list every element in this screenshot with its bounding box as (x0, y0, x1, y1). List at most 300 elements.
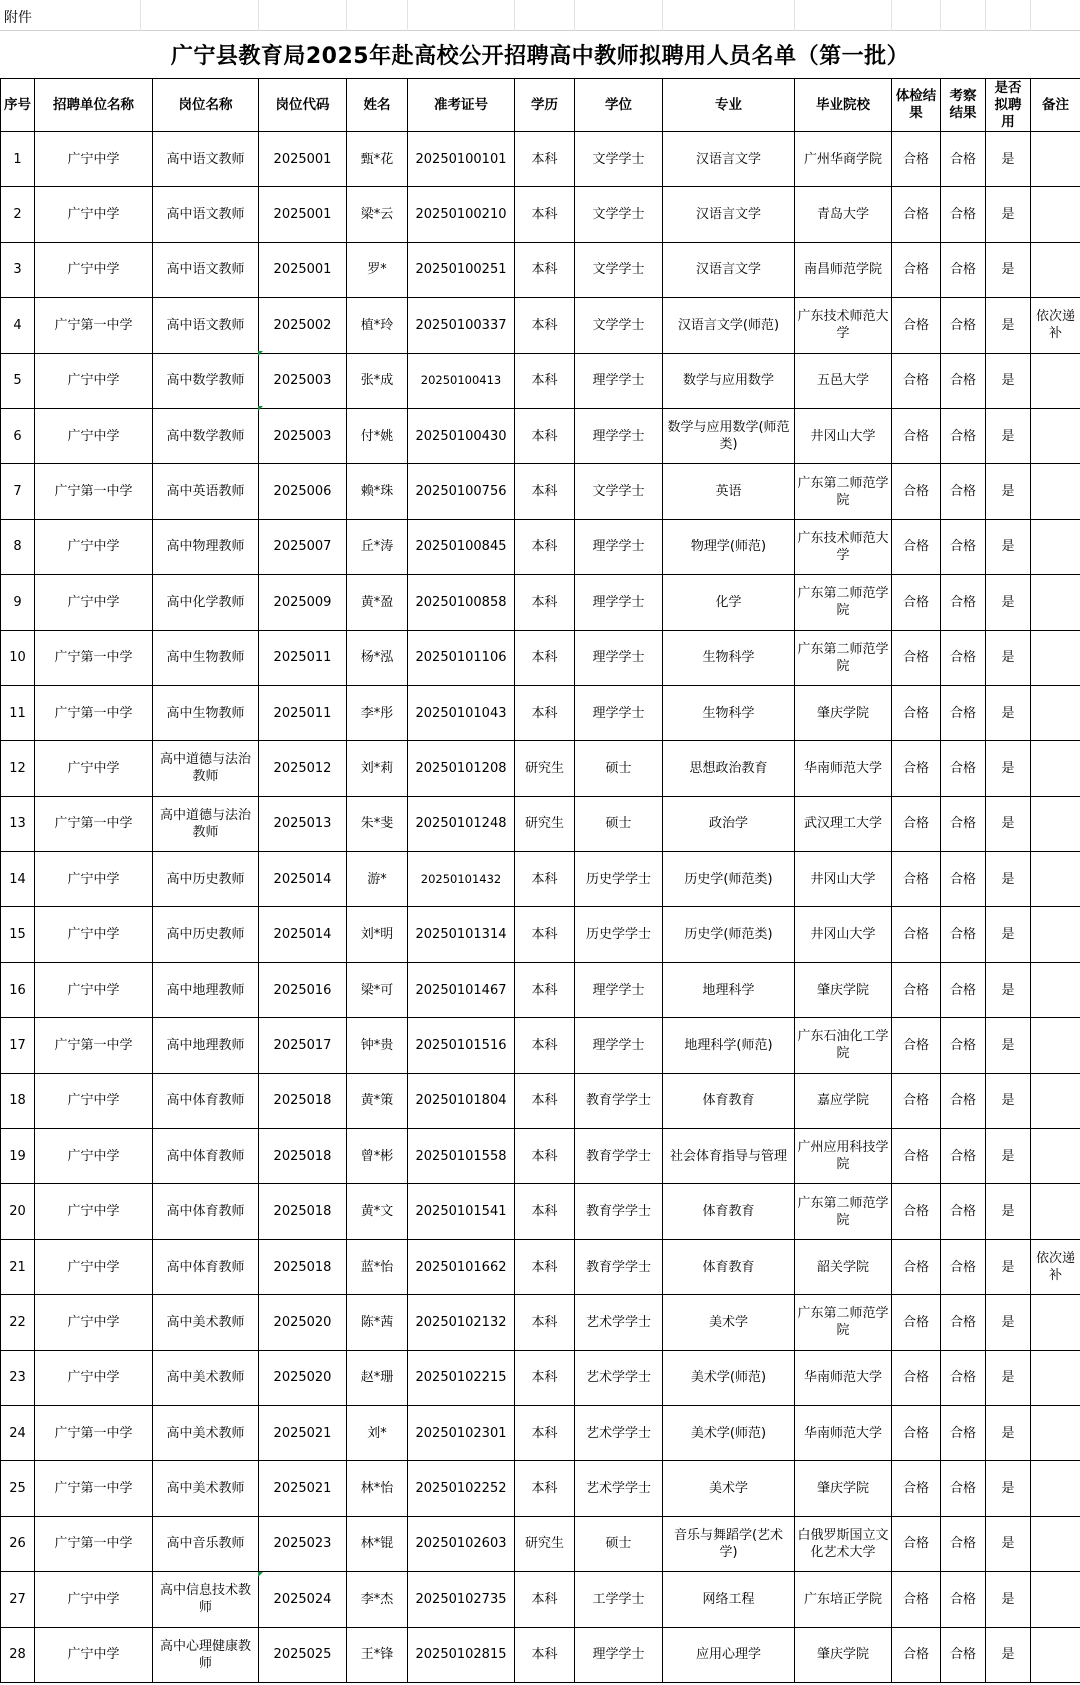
cell-position: 高中数学教师 (153, 408, 259, 463)
cell-name: 丘*涛 (347, 519, 408, 574)
cell-education: 研究生 (515, 1516, 575, 1571)
cell-to-hire: 是 (986, 1073, 1031, 1128)
cell-name: 付*姚 (347, 408, 408, 463)
col-header-school: 毕业院校 (795, 79, 892, 132)
cell-position: 高中道德与法治教师 (153, 741, 259, 796)
col-header-health-check: 体检结果 (892, 79, 941, 132)
cell-to-hire: 是 (986, 1239, 1031, 1294)
attachment-label: 附件 (4, 10, 32, 26)
cell-remark (1031, 1405, 1080, 1460)
cell-seq: 12 (1, 741, 35, 796)
cell-health-check: 合格 (892, 1350, 941, 1405)
cell-exam-id: 20250100858 (408, 575, 515, 630)
cell-school: 广州应用科技学院 (795, 1129, 892, 1184)
cell-seq: 21 (1, 1239, 35, 1294)
cell-remark (1031, 852, 1080, 907)
cell-review: 合格 (941, 1627, 986, 1682)
cell-health-check: 合格 (892, 1129, 941, 1184)
cell-health-check: 合格 (892, 464, 941, 519)
cell-education: 本科 (515, 464, 575, 519)
cell-to-hire: 是 (986, 242, 1031, 297)
cell-education: 本科 (515, 962, 575, 1017)
cell-name: 游* (347, 852, 408, 907)
cell-remark (1031, 1018, 1080, 1073)
cell-position: 高中语文教师 (153, 132, 259, 187)
cell-employer: 广宁中学 (35, 741, 153, 796)
cell-position-code: 2025001 (259, 132, 347, 187)
cell-review: 合格 (941, 1516, 986, 1571)
cell-health-check: 合格 (892, 685, 941, 740)
cell-seq: 23 (1, 1350, 35, 1405)
cell-position-code: 2025011 (259, 685, 347, 740)
cell-to-hire: 是 (986, 1405, 1031, 1460)
cell-review: 合格 (941, 519, 986, 574)
cell-health-check: 合格 (892, 630, 941, 685)
cell-major: 音乐与舞蹈学(艺术学) (663, 1516, 795, 1571)
cell-major: 思想政治教育 (663, 741, 795, 796)
cell-employer: 广宁第一中学 (35, 685, 153, 740)
cell-major: 体育教育 (663, 1073, 795, 1128)
cell-health-check: 合格 (892, 1018, 941, 1073)
cell-remark (1031, 1073, 1080, 1128)
col-header-degree: 学位 (575, 79, 663, 132)
cell-name: 刘*莉 (347, 741, 408, 796)
cell-position-code: 2025021 (259, 1461, 347, 1516)
cell-position: 高中物理教师 (153, 519, 259, 574)
cell-degree: 教育学学士 (575, 1239, 663, 1294)
cell-seq: 7 (1, 464, 35, 519)
cell-remark (1031, 962, 1080, 1017)
cell-name: 罗* (347, 242, 408, 297)
attachment-row (0, 0, 1080, 31)
cell-exam-id: 20250101248 (408, 796, 515, 851)
cell-seq: 24 (1, 1405, 35, 1460)
cell-employer: 广宁中学 (35, 575, 153, 630)
cell-school: 广东技术师范大学 (795, 519, 892, 574)
cell-review: 合格 (941, 1239, 986, 1294)
cell-remark: 依次递补 (1031, 298, 1080, 353)
cell-health-check: 合格 (892, 907, 941, 962)
cell-school: 五邑大学 (795, 353, 892, 408)
header-row (1, 79, 1080, 132)
cell-review: 合格 (941, 1018, 986, 1073)
cell-to-hire: 是 (986, 408, 1031, 463)
cell-education: 本科 (515, 1184, 575, 1239)
cell-employer: 广宁第一中学 (35, 1516, 153, 1571)
cell-name: 曾*彬 (347, 1129, 408, 1184)
cell-to-hire: 是 (986, 187, 1031, 242)
cell-major: 网络工程 (663, 1572, 795, 1627)
cell-school: 嘉应学院 (795, 1073, 892, 1128)
cell-exam-id: 20250101106 (408, 630, 515, 685)
cell-employer: 广宁中学 (35, 1572, 153, 1627)
cell-major: 化学 (663, 575, 795, 630)
cell-position: 高中美术教师 (153, 1461, 259, 1516)
cell-review: 合格 (941, 1184, 986, 1239)
cell-degree: 艺术学学士 (575, 1350, 663, 1405)
cell-degree: 艺术学学士 (575, 1461, 663, 1516)
cell-position: 高中化学教师 (153, 575, 259, 630)
table-body (1, 132, 1080, 1683)
cell-degree: 文学学士 (575, 187, 663, 242)
cell-name: 杨*泓 (347, 630, 408, 685)
col-header-exam-id: 准考证号 (408, 79, 515, 132)
cell-position: 高中语文教师 (153, 187, 259, 242)
cell-major: 生物科学 (663, 630, 795, 685)
cell-exam-id: 20250101467 (408, 962, 515, 1017)
cell-school: 南昌师范学院 (795, 242, 892, 297)
table-row (1, 1239, 1080, 1294)
cell-position-code: 2025025 (259, 1627, 347, 1682)
table-row (1, 1073, 1080, 1128)
cell-employer: 广宁第一中学 (35, 1405, 153, 1460)
cell-major: 应用心理学 (663, 1627, 795, 1682)
cell-position: 高中地理教师 (153, 962, 259, 1017)
cell-review: 合格 (941, 242, 986, 297)
cell-seq: 16 (1, 962, 35, 1017)
cell-school: 华南师范大学 (795, 1350, 892, 1405)
cell-position-code: 2025014 (259, 907, 347, 962)
cell-name: 张*成 (347, 353, 408, 408)
cell-employer: 广宁中学 (35, 1129, 153, 1184)
cell-review: 合格 (941, 1405, 986, 1460)
cell-school: 广东石油化工学院 (795, 1018, 892, 1073)
cell-employer: 广宁中学 (35, 132, 153, 187)
cell-exam-id: 20250100337 (408, 298, 515, 353)
cell-exam-id: 20250101043 (408, 685, 515, 740)
cell-employer: 广宁中学 (35, 1239, 153, 1294)
cell-health-check: 合格 (892, 575, 941, 630)
cell-school: 广东第二师范学院 (795, 1295, 892, 1350)
gridline (407, 0, 408, 31)
cell-remark (1031, 796, 1080, 851)
cell-health-check: 合格 (892, 1184, 941, 1239)
cell-exam-id: 20250101558 (408, 1129, 515, 1184)
cell-to-hire: 是 (986, 1461, 1031, 1516)
cell-employer: 广宁中学 (35, 1073, 153, 1128)
cell-position: 高中地理教师 (153, 1018, 259, 1073)
cell-to-hire: 是 (986, 1184, 1031, 1239)
cell-education: 本科 (515, 1350, 575, 1405)
cell-school: 华南师范大学 (795, 1405, 892, 1460)
cell-school: 广东技术师范大学 (795, 298, 892, 353)
cell-to-hire: 是 (986, 1295, 1031, 1350)
cell-degree: 文学学士 (575, 132, 663, 187)
table-row (1, 519, 1080, 574)
cell-position: 高中美术教师 (153, 1295, 259, 1350)
cell-to-hire: 是 (986, 741, 1031, 796)
cell-seq: 14 (1, 852, 35, 907)
cell-exam-id: 20250100413 (408, 353, 515, 408)
cell-employer: 广宁中学 (35, 519, 153, 574)
cell-major: 地理科学(师范) (663, 1018, 795, 1073)
cell-name: 梁*可 (347, 962, 408, 1017)
table-row (1, 242, 1080, 297)
cell-degree: 教育学学士 (575, 1184, 663, 1239)
cell-position-code: 2025020 (259, 1295, 347, 1350)
gridline (940, 0, 941, 31)
col-header-name: 姓名 (347, 79, 408, 132)
cell-school: 广东第二师范学院 (795, 464, 892, 519)
cell-name: 黄*策 (347, 1073, 408, 1128)
cell-major: 美术学(师范) (663, 1350, 795, 1405)
hiring-table (0, 78, 1080, 1683)
cell-degree: 文学学士 (575, 298, 663, 353)
cell-position: 高中体育教师 (153, 1239, 259, 1294)
cell-position-code: 2025016 (259, 962, 347, 1017)
table-row (1, 962, 1080, 1017)
cell-position: 高中生物教师 (153, 630, 259, 685)
cell-name: 甄*花 (347, 132, 408, 187)
cell-review: 合格 (941, 907, 986, 962)
cell-review: 合格 (941, 408, 986, 463)
cell-remark (1031, 1350, 1080, 1405)
cell-to-hire: 是 (986, 464, 1031, 519)
cell-degree: 历史学学士 (575, 852, 663, 907)
cell-seq: 22 (1, 1295, 35, 1350)
cell-to-hire: 是 (986, 575, 1031, 630)
cell-health-check: 合格 (892, 1516, 941, 1571)
cell-education: 本科 (515, 852, 575, 907)
cell-health-check: 合格 (892, 852, 941, 907)
cell-exam-id: 20250101208 (408, 741, 515, 796)
cell-major: 历史学(师范类) (663, 907, 795, 962)
cell-to-hire: 是 (986, 796, 1031, 851)
table-row (1, 1405, 1080, 1460)
cell-school: 肇庆学院 (795, 1627, 892, 1682)
cell-remark (1031, 242, 1080, 297)
cell-exam-id: 20250101432 (408, 852, 515, 907)
cell-remark (1031, 464, 1080, 519)
cell-review: 合格 (941, 1129, 986, 1184)
cell-school: 白俄罗斯国立文化艺术大学 (795, 1516, 892, 1571)
table-row (1, 187, 1080, 242)
cell-exam-id: 20250100845 (408, 519, 515, 574)
cell-review: 合格 (941, 1073, 986, 1128)
cell-position-code: 2025017 (259, 1018, 347, 1073)
cell-position-code: 2025018 (259, 1184, 347, 1239)
cell-to-hire: 是 (986, 1350, 1031, 1405)
cell-remark (1031, 1627, 1080, 1682)
cell-school: 广州华商学院 (795, 132, 892, 187)
cell-to-hire: 是 (986, 298, 1031, 353)
table-row (1, 1516, 1080, 1571)
table-row (1, 852, 1080, 907)
cell-remark (1031, 907, 1080, 962)
cell-school: 广东第二师范学院 (795, 630, 892, 685)
cell-degree: 理学学士 (575, 575, 663, 630)
cell-employer: 广宁中学 (35, 242, 153, 297)
table-row (1, 1018, 1080, 1073)
cell-major: 政治学 (663, 796, 795, 851)
cell-remark (1031, 630, 1080, 685)
cell-name: 梁*云 (347, 187, 408, 242)
cell-position-code: 2025023 (259, 1516, 347, 1571)
gridline (346, 0, 347, 31)
col-header-seq: 序号 (1, 79, 35, 132)
cell-employer: 广宁中学 (35, 907, 153, 962)
cell-employer: 广宁第一中学 (35, 1018, 153, 1073)
cell-education: 本科 (515, 1129, 575, 1184)
cell-name: 赖*珠 (347, 464, 408, 519)
cell-major: 体育教育 (663, 1184, 795, 1239)
cell-position: 高中美术教师 (153, 1405, 259, 1460)
cell-health-check: 合格 (892, 1073, 941, 1128)
table-row (1, 464, 1080, 519)
gridline (794, 0, 795, 31)
cell-employer: 广宁中学 (35, 408, 153, 463)
gridline (574, 0, 575, 31)
table-row (1, 1184, 1080, 1239)
cell-position-code: 2025001 (259, 242, 347, 297)
cell-position: 高中语文教师 (153, 298, 259, 353)
cell-review: 合格 (941, 132, 986, 187)
table-row (1, 1627, 1080, 1682)
cell-to-hire: 是 (986, 1129, 1031, 1184)
cell-name: 林*怡 (347, 1461, 408, 1516)
cell-seq: 9 (1, 575, 35, 630)
cell-school: 广东培正学院 (795, 1572, 892, 1627)
cell-health-check: 合格 (892, 353, 941, 408)
cell-remark (1031, 187, 1080, 242)
cell-degree: 文学学士 (575, 242, 663, 297)
cell-major: 美术学 (663, 1295, 795, 1350)
cell-position: 高中英语教师 (153, 464, 259, 519)
cell-name: 王*锋 (347, 1627, 408, 1682)
cell-health-check: 合格 (892, 796, 941, 851)
cell-degree: 教育学学士 (575, 1129, 663, 1184)
cell-employer: 广宁第一中学 (35, 1461, 153, 1516)
cell-position-code: 2025012 (259, 741, 347, 796)
cell-degree: 历史学学士 (575, 907, 663, 962)
cell-employer: 广宁中学 (35, 353, 153, 408)
cell-degree: 理学学士 (575, 408, 663, 463)
table-row (1, 1129, 1080, 1184)
table-row (1, 408, 1080, 463)
cell-position: 高中美术教师 (153, 1350, 259, 1405)
cell-seq: 5 (1, 353, 35, 408)
table-row (1, 741, 1080, 796)
cell-seq: 1 (1, 132, 35, 187)
cell-education: 本科 (515, 408, 575, 463)
cell-school: 肇庆学院 (795, 1461, 892, 1516)
cell-school: 广东第二师范学院 (795, 575, 892, 630)
cell-position-code: 2025014 (259, 852, 347, 907)
cell-position: 高中历史教师 (153, 907, 259, 962)
cell-position-code: 2025018 (259, 1129, 347, 1184)
cell-name: 刘*明 (347, 907, 408, 962)
cell-position-code: 2025020 (259, 1350, 347, 1405)
cell-health-check: 合格 (892, 1295, 941, 1350)
cell-to-hire: 是 (986, 1516, 1031, 1571)
cell-remark (1031, 575, 1080, 630)
cell-name: 李*杰 (347, 1572, 408, 1627)
cell-remark: 依次递补 (1031, 1239, 1080, 1294)
cell-employer: 广宁中学 (35, 1295, 153, 1350)
cell-exam-id: 20250101804 (408, 1073, 515, 1128)
cell-employer: 广宁中学 (35, 1184, 153, 1239)
cell-major: 英语 (663, 464, 795, 519)
cell-degree: 理学学士 (575, 685, 663, 740)
cell-remark (1031, 1461, 1080, 1516)
cell-exam-id: 20250100756 (408, 464, 515, 519)
cell-employer: 广宁中学 (35, 852, 153, 907)
cell-health-check: 合格 (892, 132, 941, 187)
cell-school: 井冈山大学 (795, 907, 892, 962)
cell-position: 高中语文教师 (153, 242, 259, 297)
cell-position-code: 2025003 (259, 408, 347, 463)
table-row (1, 298, 1080, 353)
cell-education: 本科 (515, 907, 575, 962)
cell-name: 黄*盈 (347, 575, 408, 630)
cell-to-hire: 是 (986, 630, 1031, 685)
cell-position-code: 2025009 (259, 575, 347, 630)
cell-seq: 18 (1, 1073, 35, 1128)
cell-exam-id: 20250102815 (408, 1627, 515, 1682)
cell-seq: 2 (1, 187, 35, 242)
cell-position-code: 2025018 (259, 1239, 347, 1294)
cell-remark (1031, 741, 1080, 796)
cell-major: 美术学 (663, 1461, 795, 1516)
cell-employer: 广宁第一中学 (35, 298, 153, 353)
col-header-education: 学历 (515, 79, 575, 132)
cell-health-check: 合格 (892, 1461, 941, 1516)
cell-position: 高中音乐教师 (153, 1516, 259, 1571)
col-header-to-hire: 是否拟聘用 (986, 79, 1031, 132)
cell-education: 本科 (515, 1461, 575, 1516)
cell-position-code: 2025001 (259, 187, 347, 242)
col-header-remark: 备注 (1031, 79, 1080, 132)
cell-school: 井冈山大学 (795, 852, 892, 907)
cell-education: 本科 (515, 1572, 575, 1627)
cell-position-code: 2025002 (259, 298, 347, 353)
cell-employer: 广宁第一中学 (35, 464, 153, 519)
cell-seq: 20 (1, 1184, 35, 1239)
cell-school: 武汉理工大学 (795, 796, 892, 851)
cell-health-check: 合格 (892, 519, 941, 574)
table-row (1, 907, 1080, 962)
cell-education: 本科 (515, 353, 575, 408)
gridline (258, 0, 259, 31)
cell-seq: 15 (1, 907, 35, 962)
col-header-review: 考察结果 (941, 79, 986, 132)
cell-review: 合格 (941, 464, 986, 519)
table-row (1, 1350, 1080, 1405)
cell-name: 刘* (347, 1405, 408, 1460)
cell-exam-id: 20250101516 (408, 1018, 515, 1073)
cell-education: 本科 (515, 685, 575, 740)
cell-review: 合格 (941, 1461, 986, 1516)
cell-seq: 13 (1, 796, 35, 851)
cell-employer: 广宁第一中学 (35, 630, 153, 685)
cell-degree: 理学学士 (575, 519, 663, 574)
cell-degree: 艺术学学士 (575, 1295, 663, 1350)
cell-major: 汉语言文学 (663, 187, 795, 242)
cell-name: 植*玲 (347, 298, 408, 353)
cell-position: 高中生物教师 (153, 685, 259, 740)
col-header-employer: 招聘单位名称 (35, 79, 153, 132)
cell-exam-id: 20250100210 (408, 187, 515, 242)
cell-exam-id: 20250102603 (408, 1516, 515, 1571)
cell-remark (1031, 1184, 1080, 1239)
cell-degree: 工学学士 (575, 1572, 663, 1627)
cell-remark (1031, 685, 1080, 740)
cell-degree: 艺术学学士 (575, 1405, 663, 1460)
cell-position: 高中历史教师 (153, 852, 259, 907)
table-row (1, 630, 1080, 685)
cell-school: 肇庆学院 (795, 962, 892, 1017)
cell-education: 研究生 (515, 796, 575, 851)
